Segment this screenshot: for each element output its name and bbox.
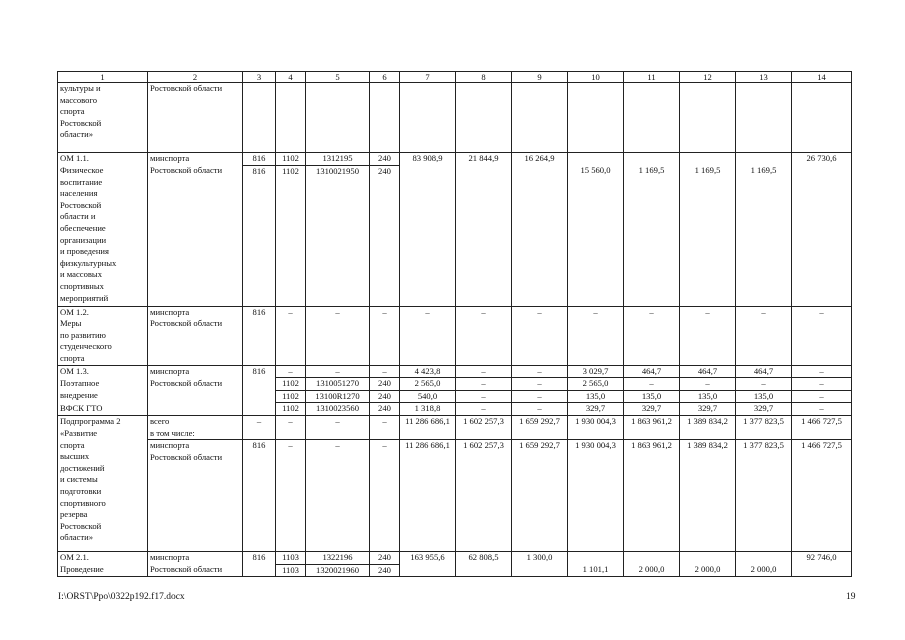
cell-value bbox=[624, 153, 680, 166]
cell-value: 1 930 004,3 bbox=[568, 415, 624, 439]
column-number: 9 bbox=[512, 72, 568, 83]
cell-value: 329,7 bbox=[624, 403, 680, 416]
cell-value: 2 000,0 bbox=[736, 564, 792, 577]
cell-value: – bbox=[736, 306, 792, 365]
cell-value: – bbox=[512, 403, 568, 416]
table-row bbox=[58, 306, 852, 365]
cell-value: 11 286 686,1 bbox=[400, 440, 456, 552]
column-number: 13 bbox=[736, 72, 792, 83]
cell-value bbox=[568, 83, 624, 153]
cell-csr: 1310023560 bbox=[306, 403, 370, 416]
cell-value bbox=[568, 153, 624, 166]
table-row bbox=[58, 153, 852, 166]
cell-value: 1 377 823,5 bbox=[736, 440, 792, 552]
cell-value: 1 318,8 bbox=[400, 403, 456, 416]
column-number: 6 bbox=[370, 72, 400, 83]
cell-value: 92 746,0 bbox=[792, 552, 852, 565]
cell-vr: – bbox=[370, 415, 400, 439]
column-number: 3 bbox=[243, 72, 276, 83]
cell-value bbox=[456, 564, 512, 577]
cell-value: – bbox=[568, 306, 624, 365]
cell-value bbox=[792, 165, 852, 306]
cell-grbs bbox=[243, 390, 276, 403]
cell-grbs: 816 bbox=[243, 306, 276, 365]
cell-value: 1 659 292,7 bbox=[512, 415, 568, 439]
cell-value bbox=[680, 153, 736, 166]
cell-value: – bbox=[512, 365, 568, 378]
cell-value: – bbox=[792, 390, 852, 403]
cell-value: – bbox=[512, 378, 568, 391]
column-number: 14 bbox=[792, 72, 852, 83]
cell-name: ВФСК ГТО bbox=[58, 403, 148, 416]
file-path: I:\ORST\Ppo\0322p192.f17.docx bbox=[58, 592, 185, 602]
cell-rzpr: – bbox=[276, 440, 306, 552]
cell-value: – bbox=[624, 306, 680, 365]
table-row bbox=[58, 83, 852, 153]
cell-grbs: 816 bbox=[243, 440, 276, 552]
table-row bbox=[58, 403, 852, 416]
cell-csr: – bbox=[306, 306, 370, 365]
cell-value: 1 602 257,3 bbox=[456, 415, 512, 439]
cell-rzpr: – bbox=[276, 415, 306, 439]
cell-vr: – bbox=[370, 440, 400, 552]
cell-csr bbox=[306, 83, 370, 153]
cell-value: – bbox=[792, 378, 852, 391]
cell-value bbox=[512, 165, 568, 306]
cell-value: 2 565,0 bbox=[400, 378, 456, 391]
cell-csr: 1322196 bbox=[306, 552, 370, 565]
column-number: 7 bbox=[400, 72, 456, 83]
cell-vr: 240 bbox=[370, 390, 400, 403]
cell-grbs bbox=[243, 564, 276, 577]
cell-value: – bbox=[456, 378, 512, 391]
cell-csr: – bbox=[306, 415, 370, 439]
cell-value bbox=[456, 83, 512, 153]
cell-csr: 1312195 bbox=[306, 153, 370, 166]
cell-value: – bbox=[512, 306, 568, 365]
cell-name: ОМ 1.1. bbox=[58, 153, 148, 166]
cell-name: Физическое воспитание населения Ростовской области и обеспечение организации и проведения физкультурных и массовых спортивных мероприятий bbox=[58, 165, 148, 306]
cell-name: Поэтапное bbox=[58, 378, 148, 391]
column-number: 5 bbox=[306, 72, 370, 83]
cell-value: 3 029,7 bbox=[568, 365, 624, 378]
cell-value: 11 286 686,1 bbox=[400, 415, 456, 439]
cell-vr: 240 bbox=[370, 564, 400, 577]
cell-value bbox=[512, 564, 568, 577]
cell-value bbox=[456, 165, 512, 306]
cell-value: 1 169,5 bbox=[736, 165, 792, 306]
cell-executor: минспорта Ростовской области bbox=[148, 306, 243, 365]
cell-grbs: 816 bbox=[243, 365, 276, 378]
column-number: 12 bbox=[680, 72, 736, 83]
table-row bbox=[58, 415, 852, 439]
column-number: 8 bbox=[456, 72, 512, 83]
cell-value: 1 466 727,5 bbox=[792, 440, 852, 552]
cell-name: ОМ 1.2. Меры по развитию студенческого спорта bbox=[58, 306, 148, 365]
column-number-row bbox=[58, 72, 852, 83]
cell-value: 135,0 bbox=[624, 390, 680, 403]
cell-value: 1 169,5 bbox=[680, 165, 736, 306]
cell-value bbox=[512, 83, 568, 153]
cell-value: 135,0 bbox=[568, 390, 624, 403]
cell-executor: Ростовской области bbox=[148, 378, 243, 391]
cell-value: 540,0 bbox=[400, 390, 456, 403]
cell-value: 15 560,0 bbox=[568, 165, 624, 306]
cell-csr: – bbox=[306, 440, 370, 552]
cell-value bbox=[736, 552, 792, 565]
table-row bbox=[58, 165, 852, 306]
budget-table bbox=[57, 71, 852, 577]
cell-grbs bbox=[243, 83, 276, 153]
cell-vr bbox=[370, 83, 400, 153]
cell-value: 26 730,6 bbox=[792, 153, 852, 166]
cell-value: – bbox=[624, 378, 680, 391]
cell-value: – bbox=[792, 306, 852, 365]
cell-value: 2 000,0 bbox=[680, 564, 736, 577]
cell-csr: 1310051270 bbox=[306, 378, 370, 391]
cell-executor: Ростовской области bbox=[148, 165, 243, 306]
cell-value: 1 602 257,3 bbox=[456, 440, 512, 552]
cell-value: 135,0 bbox=[736, 390, 792, 403]
cell-value bbox=[736, 83, 792, 153]
table-row bbox=[58, 564, 852, 577]
cell-value bbox=[624, 552, 680, 565]
cell-value: – bbox=[456, 306, 512, 365]
cell-value bbox=[400, 165, 456, 306]
cell-csr: 13100R1270 bbox=[306, 390, 370, 403]
cell-executor bbox=[148, 403, 243, 416]
cell-value: 1 389 834,2 bbox=[680, 415, 736, 439]
cell-name: ОМ 1.3. bbox=[58, 365, 148, 378]
cell-value: 464,7 bbox=[680, 365, 736, 378]
cell-executor: всего в том числе: bbox=[148, 415, 243, 439]
cell-value bbox=[680, 83, 736, 153]
cell-value: – bbox=[512, 390, 568, 403]
cell-value bbox=[624, 83, 680, 153]
cell-vr: – bbox=[370, 306, 400, 365]
table-row bbox=[58, 390, 852, 403]
cell-grbs: 816 bbox=[243, 552, 276, 565]
cell-rzpr: 1102 bbox=[276, 165, 306, 306]
cell-vr: 240 bbox=[370, 165, 400, 306]
cell-rzpr: 1102 bbox=[276, 153, 306, 166]
cell-rzpr: 1103 bbox=[276, 552, 306, 565]
cell-value: 464,7 bbox=[736, 365, 792, 378]
cell-value bbox=[736, 153, 792, 166]
cell-vr: 240 bbox=[370, 552, 400, 565]
cell-name: Подпрограмма 2 «Развитие bbox=[58, 415, 148, 439]
cell-name: Проведение bbox=[58, 564, 148, 577]
cell-executor: Ростовской области bbox=[148, 83, 243, 153]
cell-value bbox=[680, 552, 736, 565]
cell-value: 1 863 961,2 bbox=[624, 415, 680, 439]
cell-value: – bbox=[400, 306, 456, 365]
table-row bbox=[58, 552, 852, 565]
cell-vr: 240 bbox=[370, 378, 400, 391]
cell-value: – bbox=[680, 378, 736, 391]
cell-value: 2 000,0 bbox=[624, 564, 680, 577]
column-number: 1 bbox=[58, 72, 148, 83]
cell-value: 1 863 961,2 bbox=[624, 440, 680, 552]
cell-value: – bbox=[456, 403, 512, 416]
cell-value: 1 169,5 bbox=[624, 165, 680, 306]
cell-value: 329,7 bbox=[568, 403, 624, 416]
cell-value: 1 389 834,2 bbox=[680, 440, 736, 552]
cell-grbs bbox=[243, 403, 276, 416]
cell-value: 4 423,8 bbox=[400, 365, 456, 378]
cell-csr: 1310021950 bbox=[306, 165, 370, 306]
cell-executor: минспорта bbox=[148, 365, 243, 378]
cell-value: 16 264,9 bbox=[512, 153, 568, 166]
page-number: 19 bbox=[846, 592, 856, 602]
cell-value: – bbox=[792, 403, 852, 416]
column-number: 10 bbox=[568, 72, 624, 83]
cell-executor: минспорта bbox=[148, 153, 243, 166]
cell-value: 1 377 823,5 bbox=[736, 415, 792, 439]
cell-grbs bbox=[243, 378, 276, 391]
cell-name: культуры и массового спорта Ростовской области» bbox=[58, 83, 148, 153]
cell-vr: 240 bbox=[370, 153, 400, 166]
cell-value bbox=[792, 564, 852, 577]
cell-value: 329,7 bbox=[680, 403, 736, 416]
cell-executor: Ростовской области bbox=[148, 564, 243, 577]
cell-value bbox=[400, 83, 456, 153]
cell-grbs: – bbox=[243, 415, 276, 439]
column-number: 2 bbox=[148, 72, 243, 83]
cell-value: – bbox=[456, 365, 512, 378]
cell-rzpr: – bbox=[276, 365, 306, 378]
cell-value: 1 101,1 bbox=[568, 564, 624, 577]
column-number: 4 bbox=[276, 72, 306, 83]
cell-value: – bbox=[456, 390, 512, 403]
cell-executor bbox=[148, 390, 243, 403]
cell-rzpr: 1103 bbox=[276, 564, 306, 577]
cell-csr: 1320021960 bbox=[306, 564, 370, 577]
cell-value: – bbox=[680, 306, 736, 365]
cell-value: 1 659 292,7 bbox=[512, 440, 568, 552]
cell-rzpr: 1102 bbox=[276, 390, 306, 403]
cell-value: 163 955,6 bbox=[400, 552, 456, 565]
cell-value bbox=[568, 552, 624, 565]
cell-name: ОМ 2.1. bbox=[58, 552, 148, 565]
cell-value: 1 300,0 bbox=[512, 552, 568, 565]
cell-value: 1 466 727,5 bbox=[792, 415, 852, 439]
cell-grbs: 816 bbox=[243, 153, 276, 166]
column-number: 11 bbox=[624, 72, 680, 83]
cell-value: 464,7 bbox=[624, 365, 680, 378]
cell-rzpr: 1102 bbox=[276, 403, 306, 416]
table-row bbox=[58, 440, 852, 552]
cell-value: 329,7 bbox=[736, 403, 792, 416]
cell-rzpr: – bbox=[276, 306, 306, 365]
cell-value: 62 808,5 bbox=[456, 552, 512, 565]
cell-vr: – bbox=[370, 365, 400, 378]
cell-value: 83 908,9 bbox=[400, 153, 456, 166]
cell-csr: – bbox=[306, 365, 370, 378]
cell-rzpr: 1102 bbox=[276, 378, 306, 391]
table-row bbox=[58, 378, 852, 391]
cell-executor: минспорта bbox=[148, 552, 243, 565]
cell-vr: 240 bbox=[370, 403, 400, 416]
cell-value: 135,0 bbox=[680, 390, 736, 403]
cell-rzpr bbox=[276, 83, 306, 153]
cell-value: 1 930 004,3 bbox=[568, 440, 624, 552]
cell-name: внедрение bbox=[58, 390, 148, 403]
cell-value: – bbox=[792, 365, 852, 378]
cell-executor: минспорта Ростовской области bbox=[148, 440, 243, 552]
cell-value bbox=[400, 564, 456, 577]
cell-value: – bbox=[736, 378, 792, 391]
cell-grbs: 816 bbox=[243, 165, 276, 306]
cell-value bbox=[792, 83, 852, 153]
table-row bbox=[58, 365, 852, 378]
cell-value: 21 844,9 bbox=[456, 153, 512, 166]
cell-name: спорта высших достижений и системы подготовки спортивного резерва Ростовской области» bbox=[58, 440, 148, 552]
cell-value: 2 565,0 bbox=[568, 378, 624, 391]
